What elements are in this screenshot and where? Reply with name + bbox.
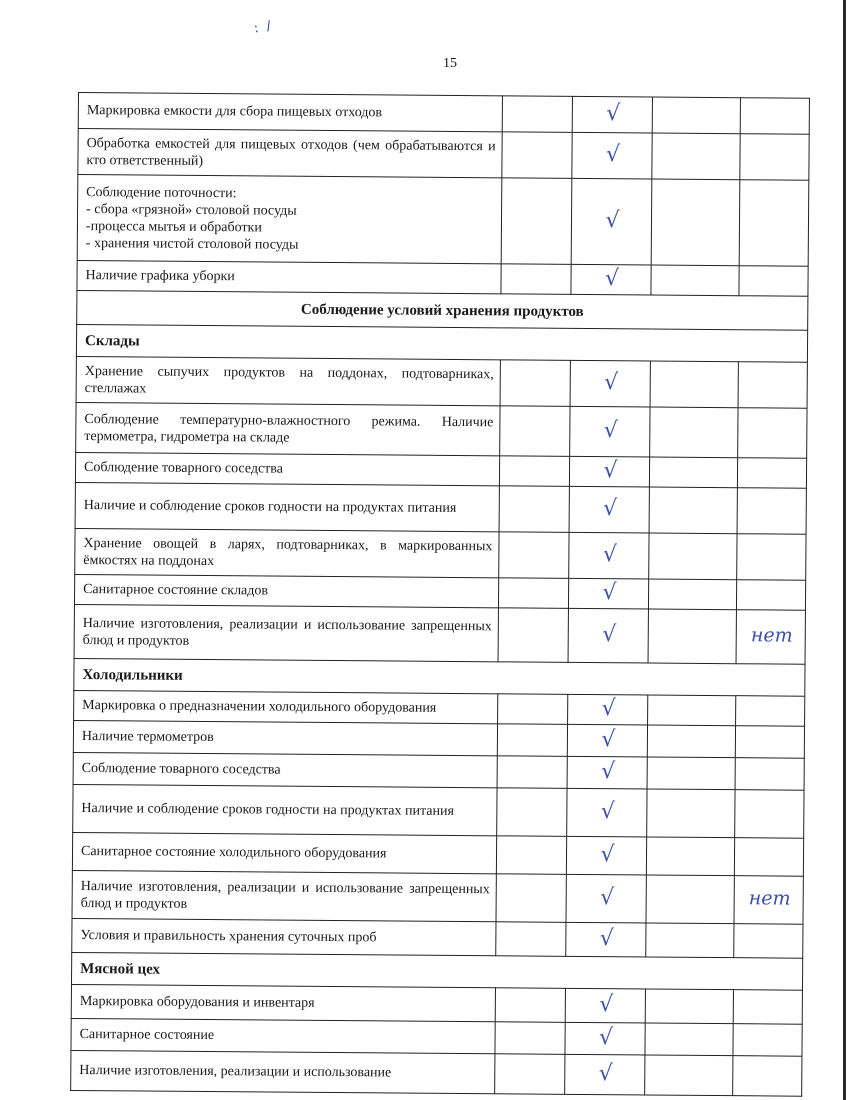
- handwritten-note: нет: [750, 624, 793, 647]
- column-4-cell: [646, 837, 734, 876]
- handwritten-check-icon: √: [600, 799, 615, 825]
- handwritten-check-icon: √: [599, 992, 614, 1018]
- checklist-row: [76, 402, 807, 458]
- compliance-cell: [568, 608, 648, 663]
- note-cell: [737, 488, 806, 535]
- compliance-cell: [570, 406, 650, 457]
- requirement-text: Маркировка оборудования и инвентаря: [71, 984, 495, 1021]
- requirement-text: Обработка емкостей для пищевых отходов (чем обрабатываются и кто ответственный): [78, 129, 502, 178]
- page-edge: [843, 0, 846, 1100]
- subsection-title: Холодильники: [74, 658, 805, 696]
- compliance-cell: [566, 874, 646, 923]
- note-cell: [737, 534, 806, 581]
- inspection-checklist: [70, 92, 809, 1097]
- section-header-row: [77, 290, 808, 330]
- note-cell: [738, 408, 807, 459]
- column-2-cell: [499, 532, 569, 579]
- handwritten-check-icon: √: [602, 622, 617, 648]
- note-cell: [735, 790, 804, 839]
- column-4-cell: [652, 133, 740, 180]
- compliance-cell: [567, 788, 647, 837]
- column-2-cell: [495, 1054, 565, 1095]
- requirement-text: Соблюдение поточности: - сбора «грязной» столовой посуды -процесса мытья и обработки - хранения чистой столовой посуды: [77, 175, 502, 264]
- column-4-cell: [647, 789, 735, 838]
- column-2-cell: [501, 178, 572, 265]
- requirement-text: Санитарное состояние складов: [74, 574, 498, 607]
- checklist-body: [71, 93, 810, 1097]
- note-cell: [736, 610, 805, 665]
- column-4-cell: [646, 875, 734, 924]
- note-cell: [734, 924, 803, 959]
- column-2-cell: [498, 694, 568, 725]
- column-4-cell: [649, 457, 737, 488]
- note-cell: [733, 1056, 802, 1097]
- checklist-row: [78, 93, 809, 135]
- column-2-cell: [497, 788, 567, 837]
- compliance-cell: [572, 132, 652, 179]
- requirement-text: Наличие и соблюдение сроков годности на продуктах питания: [75, 482, 499, 531]
- requirement-text: Хранение овощей в ларях, подтоварниках, в маркированных ёмкостях на поддонах: [75, 528, 499, 577]
- requirement-text: Соблюдение товарного соседства: [75, 452, 499, 485]
- column-4-cell: [651, 179, 740, 266]
- column-2-cell: [499, 486, 569, 533]
- compliance-cell: [568, 694, 648, 725]
- compliance-cell: [566, 836, 646, 875]
- column-4-cell: [647, 757, 735, 790]
- compliance-cell: [569, 456, 649, 487]
- column-4-cell: [649, 487, 737, 534]
- requirement-text: Маркировка о предназначении холодильного оборудования: [74, 690, 498, 723]
- handwritten-mark: : /: [252, 18, 275, 37]
- note-cell: [739, 180, 809, 267]
- note-cell: [736, 696, 805, 727]
- requirement-text: Хранение сыпучих продуктов на поддонах, подтоварниках, стеллажах: [76, 356, 500, 405]
- column-2-cell: [500, 360, 570, 407]
- page-number: 15: [443, 56, 457, 71]
- compliance-cell: [569, 532, 649, 579]
- handwritten-check-icon: √: [598, 1061, 613, 1087]
- handwritten-check-icon: √: [605, 208, 620, 234]
- note-cell: [740, 134, 809, 181]
- requirement-text: Условия и правильность хранения суточных проб: [72, 918, 496, 955]
- note-cell: [734, 838, 803, 877]
- column-4-cell: [645, 1023, 733, 1056]
- note-cell: [733, 990, 802, 1025]
- column-2-cell: [499, 456, 569, 487]
- checklist-row: [77, 175, 809, 267]
- handwritten-check-icon: √: [602, 580, 617, 606]
- requirement-text: Маркировка емкости для сбора пищевых отходов: [78, 93, 502, 132]
- subsection-title: Склады: [76, 324, 807, 362]
- checklist-row: [73, 784, 804, 838]
- note-cell: [733, 1024, 802, 1057]
- requirement-text: Наличие и соблюдение сроков годности на продуктах питания: [73, 784, 497, 835]
- compliance-cell: [568, 578, 648, 609]
- column-2-cell: [502, 96, 572, 133]
- checklist-row: [72, 918, 803, 958]
- compliance-cell: [565, 1054, 645, 1095]
- column-2-cell: [495, 1022, 565, 1055]
- column-2-cell: [500, 406, 570, 457]
- column-4-cell: [650, 407, 738, 458]
- column-2-cell: [497, 756, 567, 789]
- handwritten-check-icon: √: [600, 842, 615, 868]
- column-2-cell: [498, 608, 568, 663]
- handwritten-check-icon: √: [601, 727, 616, 753]
- handwritten-check-icon: √: [603, 496, 618, 522]
- requirement-text: Наличие графика уборки: [77, 260, 501, 293]
- column-4-cell: [651, 265, 739, 296]
- requirement-text: Санитарное состояние холодильного оборудования: [72, 832, 496, 873]
- note-cell: [735, 758, 804, 791]
- handwritten-check-icon: √: [600, 885, 615, 911]
- handwritten-check-icon: √: [598, 1025, 614, 1051]
- handwritten-check-icon: √: [599, 926, 614, 952]
- checklist-row: [72, 870, 803, 924]
- checklist-row: [75, 528, 806, 580]
- handwritten-check-icon: √: [601, 696, 616, 722]
- handwritten-check-icon: √: [601, 759, 616, 785]
- column-4-cell: [646, 923, 734, 958]
- note-cell: [740, 98, 809, 135]
- handwritten-check-icon: √: [604, 370, 619, 396]
- handwritten-check-icon: √: [606, 101, 621, 127]
- requirement-text: Санитарное состояние: [71, 1018, 495, 1053]
- column-2-cell: [502, 132, 572, 179]
- column-4-cell: [645, 989, 733, 1024]
- note-cell: [739, 266, 808, 297]
- note-cell: [735, 726, 804, 759]
- column-4-cell: [648, 609, 736, 664]
- column-4-cell: [648, 695, 736, 726]
- requirement-text: Наличие изготовления, реализации и использование запрещенных блюд и продуктов: [72, 870, 496, 921]
- requirement-text: Соблюдение температурно-влажностного режима. Наличие термометра, гидрометра на складе: [76, 402, 500, 455]
- column-2-cell: [496, 836, 566, 875]
- handwritten-check-icon: √: [602, 542, 617, 568]
- checklist-row: [71, 1050, 802, 1096]
- column-4-cell: [650, 361, 738, 408]
- checklist-row: [71, 984, 802, 1024]
- compliance-cell: [572, 96, 652, 133]
- column-2-cell: [495, 988, 565, 1023]
- column-4-cell: [652, 97, 740, 134]
- compliance-cell: [567, 724, 647, 757]
- compliance-cell: [566, 922, 646, 957]
- requirement-text: Наличие изготовления, реализации и использование запрещенных блюд и продуктов: [74, 604, 498, 661]
- checklist-row: [74, 604, 805, 664]
- compliance-cell: [571, 178, 652, 265]
- handwritten-check-icon: √: [605, 142, 621, 168]
- checklist-row: [76, 356, 807, 408]
- note-cell: [736, 580, 805, 611]
- compliance-cell: [567, 756, 647, 789]
- handwritten-check-icon: √: [603, 458, 618, 484]
- handwritten-check-icon: √: [604, 266, 620, 292]
- note-cell: [737, 458, 806, 489]
- subsection-title: Мясной цех: [71, 952, 802, 990]
- checklist-table: [70, 92, 810, 1097]
- requirement-text: Наличие термометров: [73, 720, 497, 755]
- compliance-cell: [565, 988, 645, 1023]
- checklist-row: [78, 129, 809, 181]
- column-2-cell: [501, 264, 571, 295]
- note-cell: [738, 362, 807, 409]
- column-2-cell: [497, 724, 567, 757]
- column-4-cell: [647, 725, 735, 758]
- column-2-cell: [498, 578, 568, 609]
- compliance-cell: [565, 1022, 645, 1055]
- requirement-text: Соблюдение товарного соседства: [73, 752, 497, 787]
- requirement-text: Наличие изготовления, реализации и использование: [71, 1050, 495, 1093]
- compliance-cell: [570, 360, 650, 407]
- handwritten-note: нет: [748, 887, 791, 910]
- handwritten-check-icon: √: [603, 418, 618, 444]
- column-2-cell: [496, 874, 566, 923]
- column-4-cell: [648, 579, 736, 610]
- column-2-cell: [496, 922, 566, 957]
- checklist-row: [72, 832, 803, 876]
- compliance-cell: [569, 486, 649, 533]
- section-title: Соблюдение условий хранения продуктов: [77, 290, 808, 330]
- compliance-cell: [571, 264, 651, 295]
- column-4-cell: [645, 1055, 733, 1096]
- column-4-cell: [649, 533, 737, 580]
- note-cell: [734, 876, 803, 925]
- checklist-row: [75, 482, 806, 534]
